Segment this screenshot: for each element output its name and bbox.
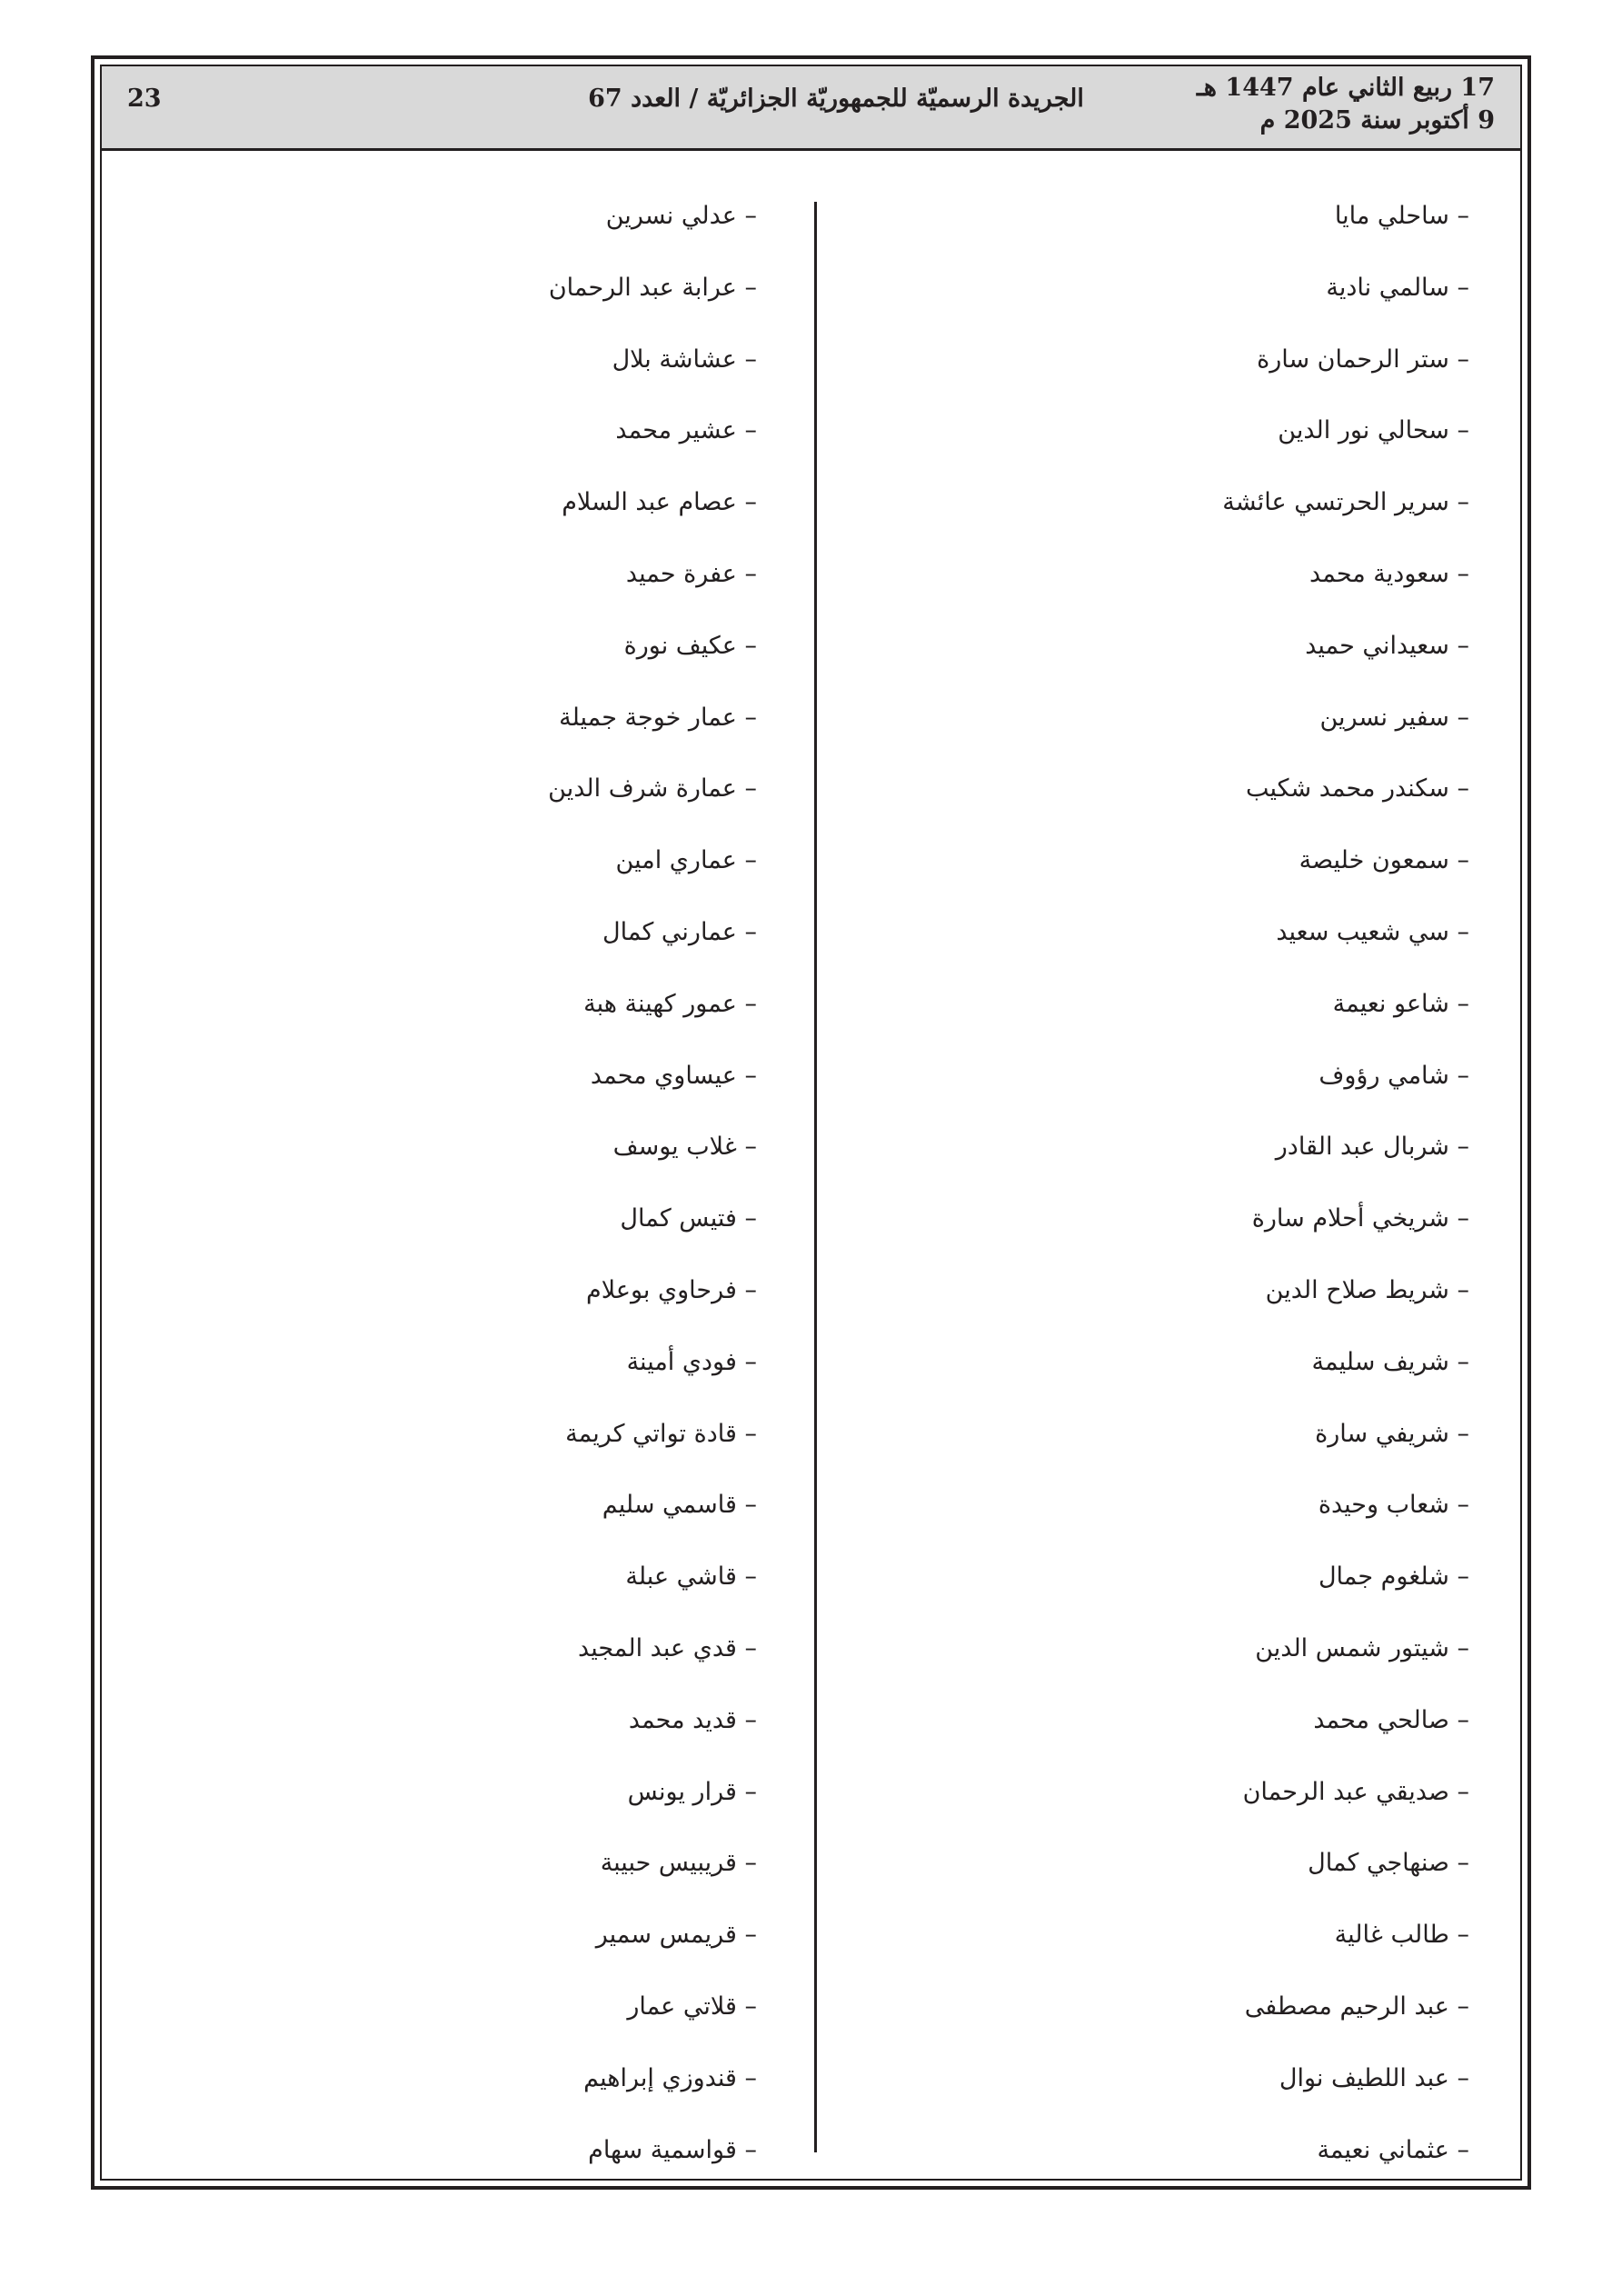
list-item: – شريط صلاح الدين [1265,1275,1469,1304]
list-item: – عكيف نورة [623,631,757,660]
list-item: – سعودية محمد [1309,559,1469,588]
list-item: – فرحاوي بوعلام [586,1275,757,1304]
list-item: – شلغوم جمال [1318,1562,1469,1592]
list-item: – عشير محمد [615,416,757,445]
list-item: – عشاشة بلال [612,344,757,374]
date-hijri: 17 ربيع الثاني عام 1447 هـ [1196,74,1495,102]
gazette-title: الجريدة الرسميّة للجمهوريّة الجزائريّة / العدد 67 [588,85,1084,113]
list-item: – قواسمية سهام [588,2135,757,2164]
list-item: – شريفي سارة [1315,1419,1469,1448]
list-item: – عثماني نعيمة [1317,2135,1469,2164]
list-item: – قاسمي سليم [602,1491,757,1520]
list-item: – سحالي نور الدين [1278,416,1469,445]
list-item: – ستر الرحمان سارة [1257,344,1469,374]
list-item: – شربال عبد القادر [1275,1133,1469,1162]
list-item: – قرار يونس [627,1777,757,1806]
list-item: – قريمس سمير [595,1921,757,1950]
list-item: – عيساوي محمد [590,1061,757,1090]
list-item: – طالب غالية [1334,1921,1469,1950]
list-item: – سمعون خليصة [1299,846,1469,875]
list-item: – سالمي نادية [1326,273,1469,302]
list-item: – صنهاجي كمال [1308,1849,1469,1878]
names-list-right [1222,191,1469,2196]
list-item: – قلاتي عمار [627,1992,757,2021]
list-item: – عمارني كمال [602,917,757,946]
page-header [102,66,1520,151]
column-divider [814,202,817,2152]
list-item: – قندوزي إبراهيم [583,2063,757,2092]
list-item: – عرابة عبد الرحمان [548,273,757,302]
list-item: – شاعو نعيمة [1332,989,1469,1018]
list-item: – سي شعيب سعيد [1276,917,1469,946]
names-list-left [548,191,757,2196]
date-gregorian: 9 أكتوبر سنة 2025 م [1259,106,1495,135]
list-item: – سفير نسرين [1319,703,1469,732]
list-item: – سعيداني حميد [1305,631,1469,660]
list-item: – صالحي محمد [1313,1705,1469,1734]
list-item: – فودي أمينة [626,1347,757,1376]
list-item: – ساحلي مايا [1334,202,1469,230]
list-item: – قدي عبد المجيد [578,1633,757,1662]
list-item: – قادة تواتي كريمة [565,1419,757,1448]
list-item: – عفرة حميد [625,559,757,588]
list-item: – شعاب وحيدة [1318,1491,1469,1520]
list-item: – شريف سليمة [1311,1347,1469,1376]
list-item: – عمور كهينة هبة [583,989,757,1018]
list-item: – عدلي نسرين [605,202,757,230]
list-item: – صديقي عبد الرحمان [1242,1777,1469,1806]
list-item: – قاشي عبلة [625,1562,757,1592]
list-item: – عصام عبد السلام [562,488,757,517]
list-item: – شريخي أحلام سارة [1251,1204,1469,1233]
list-item: – سكندر محمد شكيب [1245,774,1469,804]
list-item: – شيتور شمس الدين [1255,1633,1469,1662]
header-dates [1197,72,1495,137]
list-item: – عبد اللطيف نوال [1279,2063,1469,2092]
list-item: – عبد الرحيم مصطفى [1244,1992,1469,2021]
list-item: – عماري امين [615,846,757,875]
list-item: – عمارة شرف الدين [548,774,757,804]
list-item: – قديد محمد [628,1705,757,1734]
list-item: – قريبيس حبيبة [600,1849,757,1878]
list-item: – سرير الحرتسي عائشة [1222,488,1469,517]
list-item: – فتيس كمال [620,1204,757,1233]
list-item: – شامي رؤوف [1318,1061,1469,1090]
list-item: – غلاب يوسف [612,1133,757,1162]
page-number: 23 [127,85,162,113]
list-item: – عمار خوجة جميلة [559,703,757,732]
